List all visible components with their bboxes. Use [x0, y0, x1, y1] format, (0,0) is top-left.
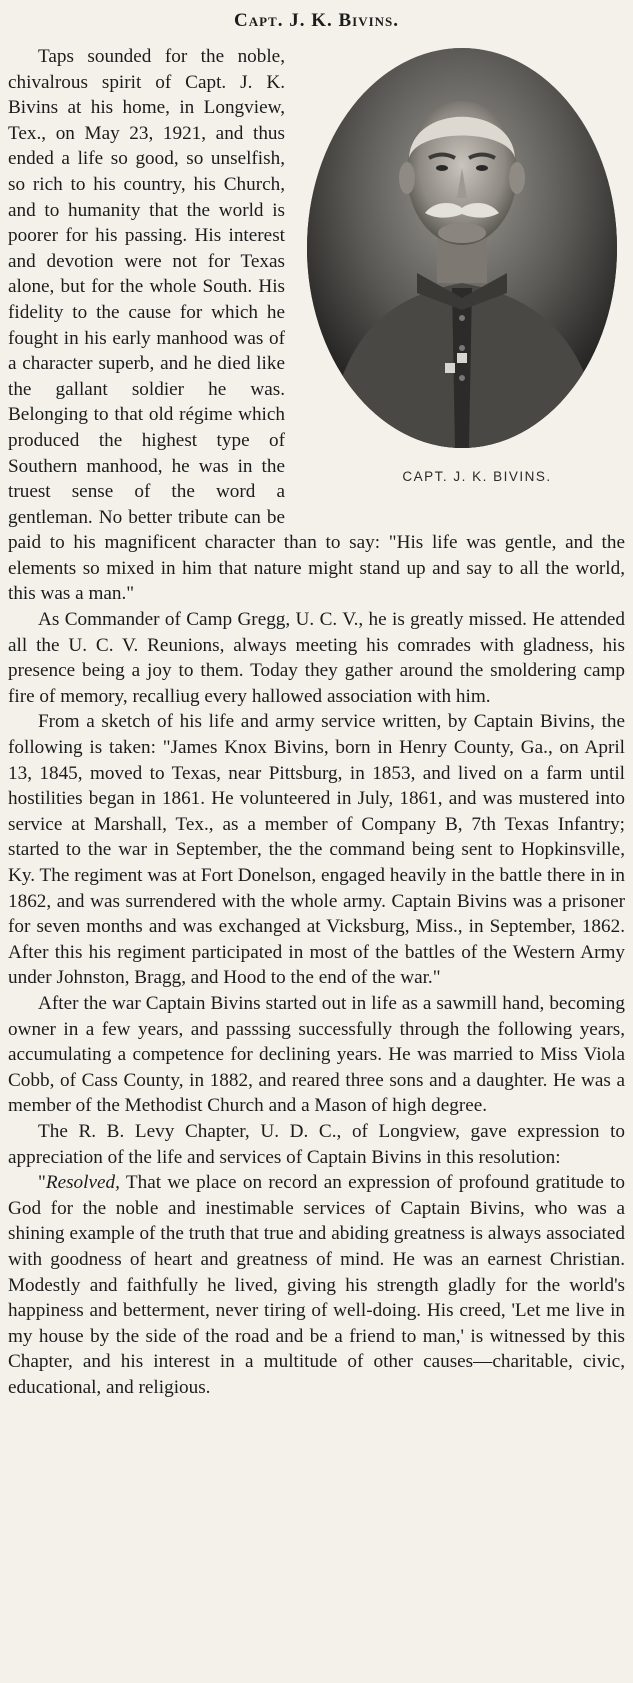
portrait-caption: CAPT. J. K. BIVINS. [402, 469, 552, 484]
article-body [8, 44, 625, 1400]
portrait-illustration [307, 48, 617, 448]
paragraph-commander: As Commander of Camp Gregg, U. C. V., he is greatly missed. He attended all the U. C. V. Reunions, always meeting his comrades with gladness, his presence being a joy to them. Today they gather around the smoldering camp fire of memory, recalliug every hallowed association with him. [8, 609, 625, 707]
article-title: Capt. J. K. Bivins. [233, 10, 400, 31]
resolution-resolved: Resolved, [45, 1172, 120, 1194]
portrait-photo [307, 48, 617, 448]
paragraph-intro-text: Taps sounded for the noble, chivalrous spirit of Capt. J. K. Bivins at his home, in Longview, Tex., on May 23, 1921, and thus ended a life so good, so unselfish, so rich to his country, his Church, and to humanity that the world is poorer for his passing. His interest and devotion were not for Texas alone, but for the whole South. His fidelity to the cause for which he fought in his early manhood was of a character superb, and he died like the gallant soldier he was. Belonging to that old régime which produced the highest type of Southern manhood, he was in the truest sense of the word a gentleman. No better tribute can be paid to his magnificent character than to say: "His life was gentle, and the elements so mixed in him that nature might stand up and say to all the world, this was a man." [8, 46, 625, 605]
paragraph-after-war: After the war Captain Bivins started out in life as a sawmill hand, becoming owner in a few years, and passsing successfully through the following years, accumulating a competence for declining years. He was married to Miss Viola Cobb, of Cass County, in 1882, and reared three sons and a daughter. He was a member of the Methodist Church and a Mason of high degree. [8, 992, 625, 1117]
resolution-open-quote: " [38, 1172, 46, 1194]
paragraph-intro [8, 44, 625, 607]
paragraph-sketch: From a sketch of his life and army service written, by Captain Bivins, the following is taken: "James Knox Bivins, born in Henry County, Ga., on April 13, 1845, moved to Texas, near Pittsburg, in 1853, and lived on a farm until hostilities began in 1861. He volunteered in July, 1861, and was mustered into service at Marshall, Tex., as a member of Company B, 7th Texas Infantry; started to the war in September, the the command being sent to Hopkinsville, Ky. The regiment was at Fort Donelson, engaged heavily in the battle there in in 1862, and was surrendered with the whole army. Captain Bivins was a prisoner for seven months and was exchanged at Vicksburg, Miss., in September, 1862. After this his regiment participated in most of the battles of the Western Army under Johnston, Bragg, and Hood to the end of the war." [8, 711, 625, 989]
paragraph-chapter: The R. B. Levy Chapter, U. D. C., of Longview, gave expression to appreciation of the life and services of Captain Bivins in this resolution: [8, 1120, 625, 1168]
paragraph-resolution [8, 1170, 625, 1400]
portrait-figure [297, 48, 627, 508]
resolution-text: That we place on record an expression of profound gratitude to God for the noble and inestimable services of Captain Bivins, who was a shining example of the truth that true and abiding greatness is always associated with goodness of heart and greatness of mind. He was an earnest Christian. Modestly and faithfully he lived, giving his strength gladly for the world's happiness and betterment, never tiring of well-doing. His creed, 'Let me live in my house by the side of the road and be a friend to man,' is witnessed by this Chapter, and his interest in a multitude of other causes—charitable, civic, educational, and religious. [8, 1172, 625, 1398]
